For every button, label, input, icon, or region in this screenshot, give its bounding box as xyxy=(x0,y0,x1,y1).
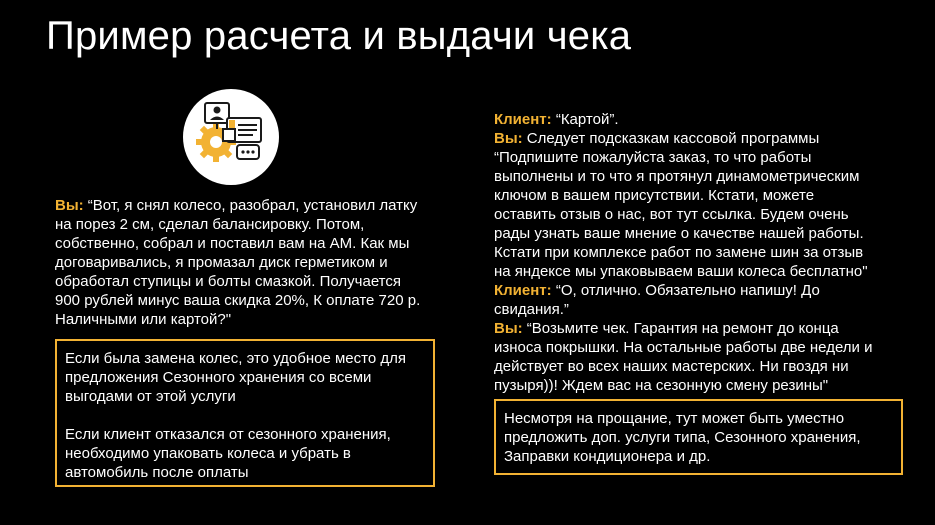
person-card-icon xyxy=(205,103,229,129)
right-dialogue xyxy=(494,110,909,395)
dialogue-line: Кстати при комплексе работ по замене шин за отзыв xyxy=(494,244,864,261)
chat-bubble-icon xyxy=(237,145,259,159)
speaker-you: Вы: xyxy=(494,320,523,337)
dialogue-text: “О, отлично. Обязательно напишу! До xyxy=(551,282,820,299)
page-title: Пример расчета и выдачи чека xyxy=(46,14,632,58)
tip-line: выгодами от этой услуги xyxy=(65,388,236,405)
dialogue-line: действует во всех наших мастерских. Ни гвоздя ни xyxy=(494,358,849,375)
dialogue-line: договаривались, я промазал диск герметиком и xyxy=(55,254,388,271)
dialogue-text: “Вот, я снял колесо, разобрал, установил латку xyxy=(83,197,418,214)
mechanic-receipt-icon xyxy=(183,89,279,185)
speaker-you: Вы: xyxy=(494,130,523,147)
tip-line: Если клиент отказался от сезонного хранения, xyxy=(65,426,391,443)
speaker-client: Клиент: xyxy=(494,111,552,128)
dialogue-text: Следует подсказкам кассовой программы xyxy=(522,130,820,147)
dialogue-line: износа покрышки. На остальные работы две недели и xyxy=(494,339,873,356)
speaker-you: Вы: xyxy=(55,197,84,214)
tip-line: необходимо упаковать колеса и убрать в xyxy=(65,445,351,462)
dialogue-text: “Возьмите чек. Гарантия на ремонт до конца xyxy=(522,320,839,337)
left-dialogue xyxy=(55,196,455,329)
tip-line: предложить доп. услуги типа, Сезонного хранения, xyxy=(504,429,861,446)
tip-line: автомобиль после оплаты xyxy=(65,464,249,481)
dialogue-line: рады узнать ваше мнение о качестве нашей работы. xyxy=(494,225,864,242)
dialogue-line: оставить отзыв о нас, вот тут ссылка. Будем очень xyxy=(494,206,849,223)
dialogue-line: выполнены и то что я протянул динамометрическим xyxy=(494,168,860,185)
dialogue-line: 900 рублей минус ваша скидка 20%, К оплате 720 р. xyxy=(55,292,421,309)
dialogue-line: на порез 2 см, сделал балансировку. Потом, xyxy=(55,216,365,233)
tip-box-extra-services xyxy=(494,399,903,475)
dialogue-line: собственно, собрал и поставил вам на АМ. Как мы xyxy=(55,235,410,252)
speaker-client: Клиент: xyxy=(494,282,552,299)
dialogue-line: Наличными или картой?" xyxy=(55,311,232,328)
dialogue-line xyxy=(494,319,909,338)
tip-line: Если была замена колес, это удобное место для xyxy=(65,350,406,367)
dialogue-line: на яндексе мы упаковываем ваши колеса бесплатно" xyxy=(494,263,868,280)
tip-line: Несмотря на прощание, тут может быть уместно xyxy=(504,410,845,427)
dialogue-line xyxy=(494,129,909,148)
tip-line: Заправки кондиционера и др. xyxy=(504,448,711,465)
tip-box-seasonal-storage xyxy=(55,339,435,487)
dialogue-text: “Картой”. xyxy=(551,111,619,128)
dialogue-line xyxy=(494,281,909,300)
dialogue-line xyxy=(494,110,909,129)
dialogue-line: свидания.” xyxy=(494,301,569,318)
dialogue-line: пузыря))! Ждем вас на сезонную смену резины" xyxy=(494,377,829,394)
dialogue-line xyxy=(55,196,455,215)
dialogue-line: “Подпишите пожалуйста заказ, то что работы xyxy=(494,149,812,166)
tip-line: предложения Сезонного хранения со всеми xyxy=(65,369,372,386)
dialogue-line: ключом в вашем присутствии. Кстати, можете xyxy=(494,187,815,204)
dialogue-line: обработал ступицы и болты смазкой. Получается xyxy=(55,273,402,290)
